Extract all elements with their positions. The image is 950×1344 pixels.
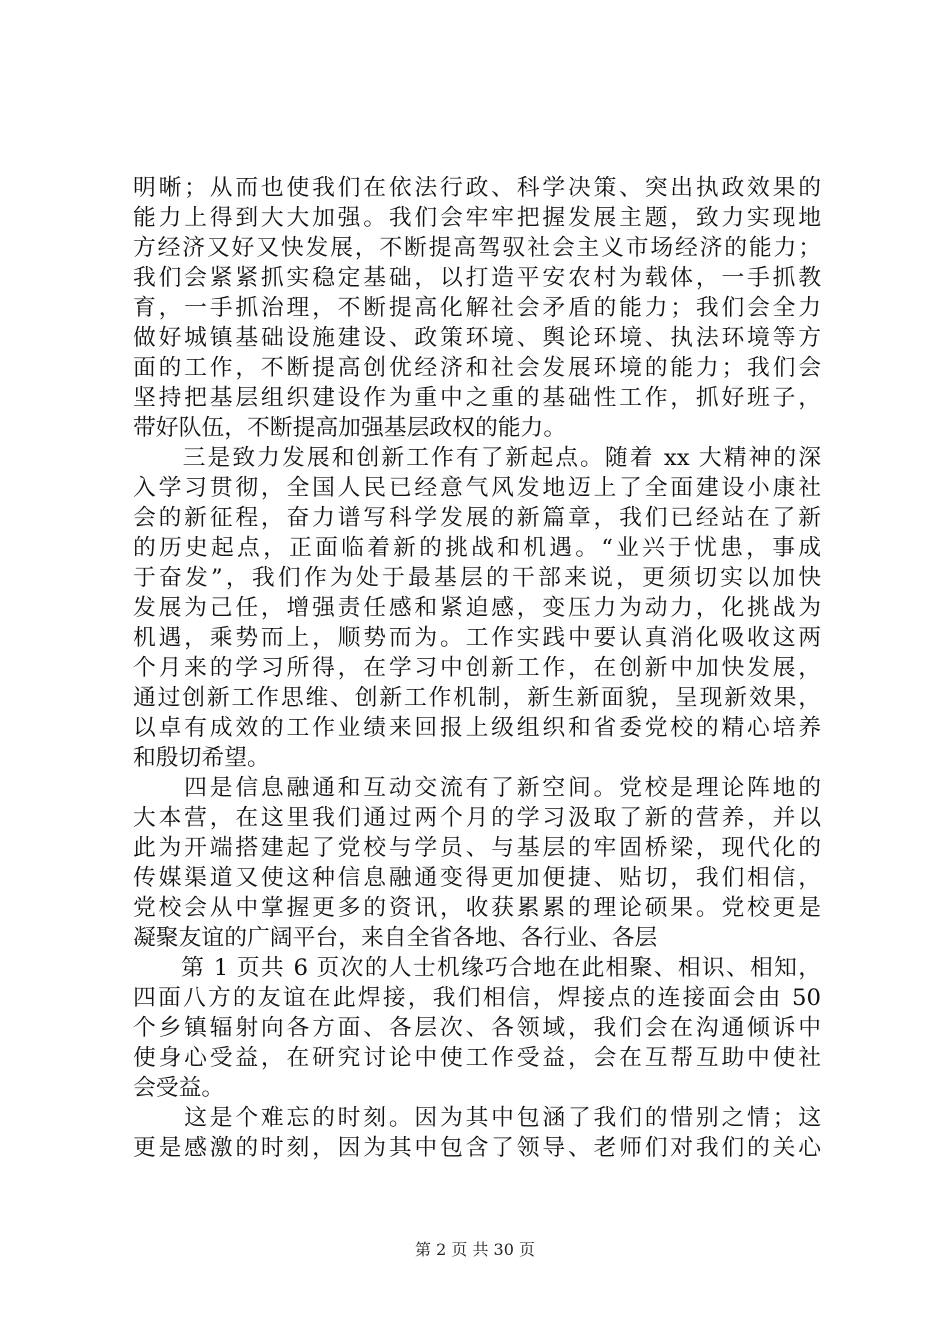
text-line: 更是感激的时刻，因为其中包含了领导、老师们对我们的关心: [133, 1135, 821, 1161]
text-line: 四是信息融通和互动交流有了新空间。党校是理论阵地的: [133, 775, 821, 801]
text-line: 大本营，在这里我们通过两个月的学习汲取了新的营养，并以: [133, 805, 821, 831]
text-line: 的历史起点，正面临着新的挑战和机遇。“业兴于忧患，事成: [133, 535, 821, 561]
text-line: 做好城镇基础设施建设、政策环境、舆论环境、执法环境等方: [133, 325, 821, 351]
text-line: 四面八方的友谊在此焊接，我们相信，焊接点的连接面会由 50: [133, 985, 821, 1011]
text-line: 会的新征程，奋力谱写科学发展的新篇章，我们已经站在了新: [133, 505, 821, 531]
text-line: 方经济又好又快发展，不断提高驾驭社会主义市场经济的能力；: [133, 235, 821, 261]
text-line: 通过创新工作思维、创新工作机制，新生新面貌，呈现新效果，: [133, 685, 821, 711]
body-text: [133, 173, 821, 1163]
text-line: 个月来的学习所得，在学习中创新工作，在创新中加快发展，: [133, 655, 821, 681]
text-line: 机遇，乘势而上，顺势而为。工作实践中要认真消化吸收这两: [133, 625, 821, 651]
text-line: 发展为己任，增强责任感和紧迫感，变压力为动力，化挑战为: [133, 595, 821, 621]
text-line: 带好队伍，不断提高加强基层政权的能力。: [133, 415, 567, 441]
page-number-footer: 第 2 页 共 30 页: [415, 1240, 535, 1259]
text-line: 传媒渠道又使这种信息融通变得更加便捷、贴切，我们相信，: [133, 865, 821, 891]
text-line: 个乡镇辐射向各方面、各层次、各领域，我们会在沟通倾诉中: [133, 1015, 821, 1041]
text-line: 入学习贯彻，全国人民已经意气风发地迈上了全面建设小康社: [133, 475, 821, 501]
text-line: 明晰；从而也使我们在依法行政、科学决策、突出执政效果的: [133, 175, 821, 201]
text-line: 坚持把基层组织建设作为重中之重的基础性工作，抓好班子，: [133, 385, 821, 411]
text-line: 第 1 页共 6 页次的人士机缘巧合地在此相聚、相识、相知，: [133, 955, 821, 981]
text-line: 面的工作，不断提高创优经济和社会发展环境的能力；我们会: [133, 355, 821, 381]
text-line: 凝聚友谊的广阔平台，来自全省各地、各行业、各层: [133, 925, 658, 951]
text-line: 使身心受益，在研究讨论中使工作受益，会在互帮互助中使社: [133, 1045, 821, 1071]
text-line: 我们会紧紧抓实稳定基础，以打造平安农村为载体，一手抓教: [133, 265, 821, 291]
text-line: 党校会从中掌握更多的资讯，收获累累的理论硕果。党校更是: [133, 895, 821, 921]
text-line: 会受益。: [133, 1075, 225, 1101]
text-line: 和殷切希望。: [133, 745, 270, 771]
text-line: 于奋发”，我们作为处于最基层的干部来说，更须切实以加快: [133, 565, 821, 591]
text-line: 能力上得到大大加强。我们会牢牢把握发展主题，致力实现地: [133, 205, 821, 231]
text-line: 这是个难忘的时刻。因为其中包涵了我们的惜别之情；这: [133, 1105, 821, 1131]
text-line: 以卓有成效的工作业绩来回报上级组织和省委党校的精心培养: [133, 715, 821, 741]
text-line: 此为开端搭建起了党校与学员、与基层的牢固桥梁，现代化的: [133, 835, 821, 861]
text-line: 育，一手抓治理，不断提高化解社会矛盾的能力；我们会全力: [133, 295, 821, 321]
text-line: 三是致力发展和创新工作有了新起点。随着 xx 大精神的深: [133, 445, 821, 471]
